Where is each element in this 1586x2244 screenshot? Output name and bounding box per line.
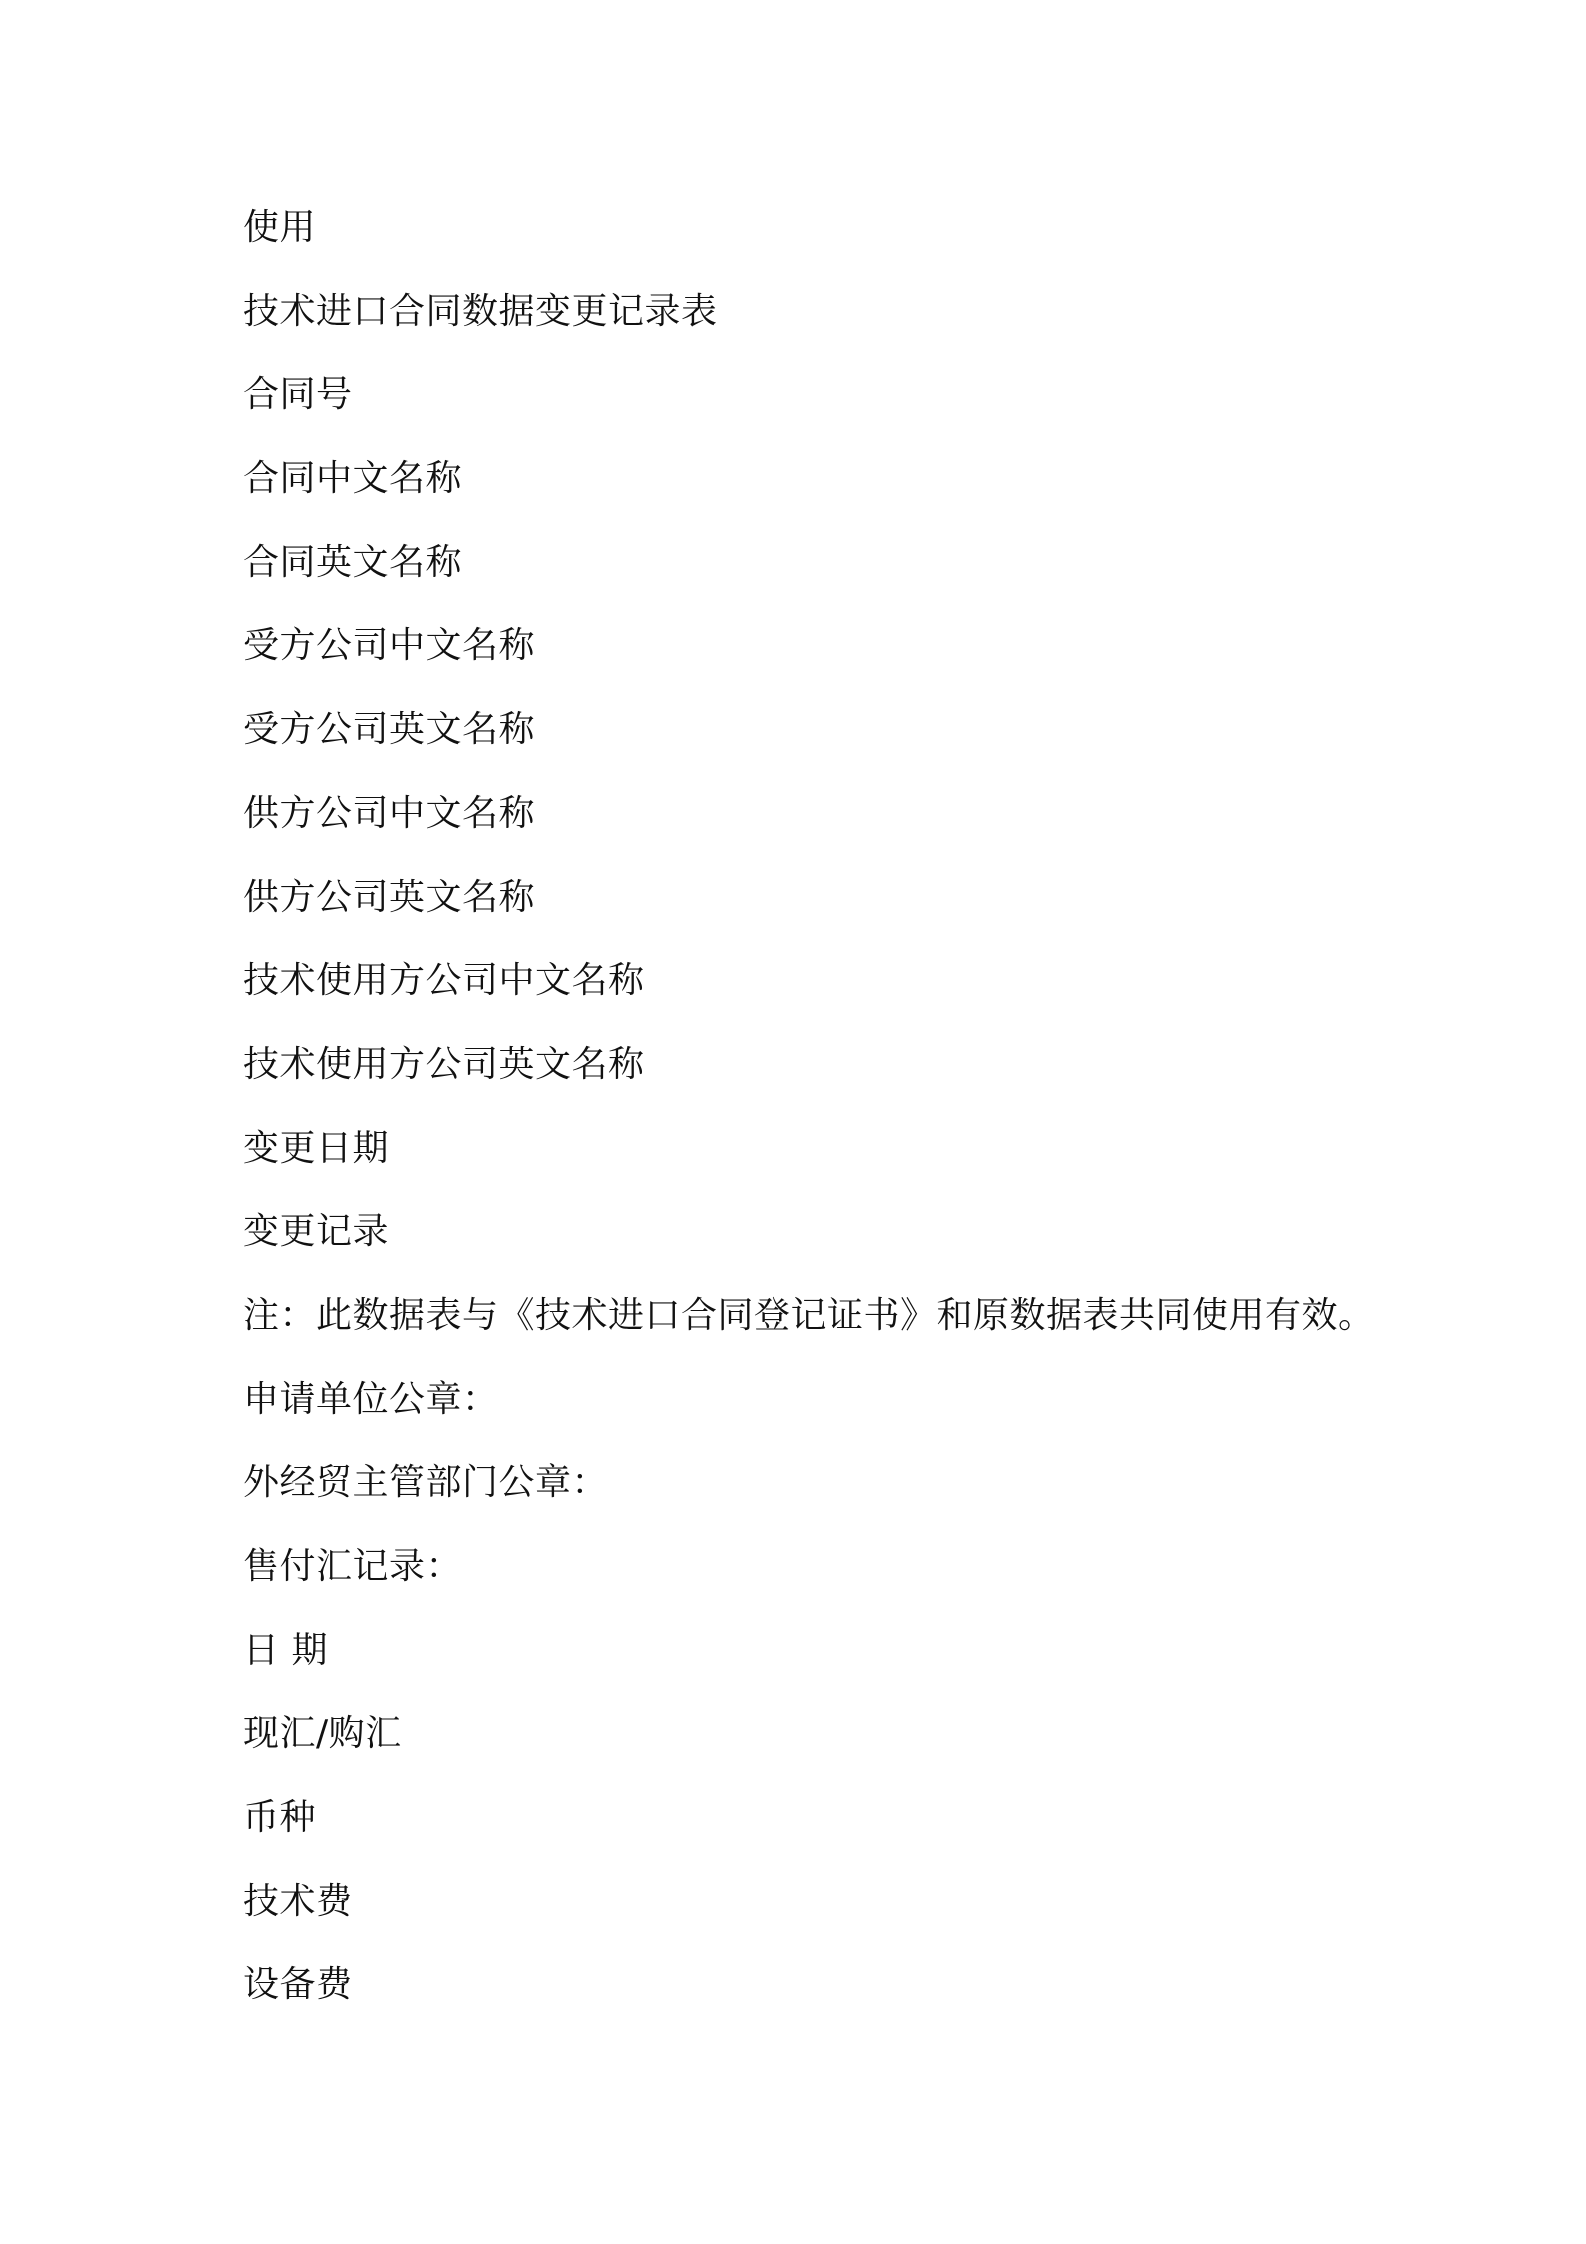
field-contract-name-cn: 合同中文名称	[243, 458, 463, 500]
section-fx-payment-record: 售付汇记录：	[243, 1546, 463, 1587]
document-title: 技术进口合同数据变更记录表	[243, 290, 718, 332]
field-change-record: 变更记录	[243, 1211, 390, 1253]
field-tech-user-name-en: 技术使用方公司英文名称	[243, 1043, 645, 1085]
field-applicant-seal: 申请单位公章：	[243, 1378, 499, 1420]
field-licensee-name-en: 受方公司英文名称	[243, 709, 536, 751]
field-licensor-name-cn: 供方公司中文名称	[243, 792, 536, 834]
note-text: 注：此数据表与《技术进口合同登记证书》和原数据表共同使用有效。	[243, 1294, 1375, 1336]
document-body	[243, 198, 1443, 2039]
field-technology-fee: 技术费	[243, 1880, 353, 1922]
field-tech-user-name-cn: 技术使用方公司中文名称	[243, 960, 645, 1002]
field-contract-name-en: 合同英文名称	[243, 541, 463, 583]
field-change-date: 变更日期	[243, 1127, 390, 1169]
field-equipment-fee: 设备费	[243, 1964, 353, 2006]
text-line-usage: 使用	[243, 207, 317, 248]
field-authority-seal: 外经贸主管部门公章：	[243, 1462, 609, 1504]
field-licensee-name-cn: 受方公司中文名称	[243, 625, 536, 667]
field-spot-purchase: 现汇/购汇	[243, 1713, 402, 1755]
field-licensor-name-en: 供方公司英文名称	[243, 876, 536, 918]
field-contract-number: 合同号	[243, 374, 353, 416]
field-currency: 币种	[243, 1797, 317, 1839]
field-date: 日 期	[243, 1629, 328, 1671]
